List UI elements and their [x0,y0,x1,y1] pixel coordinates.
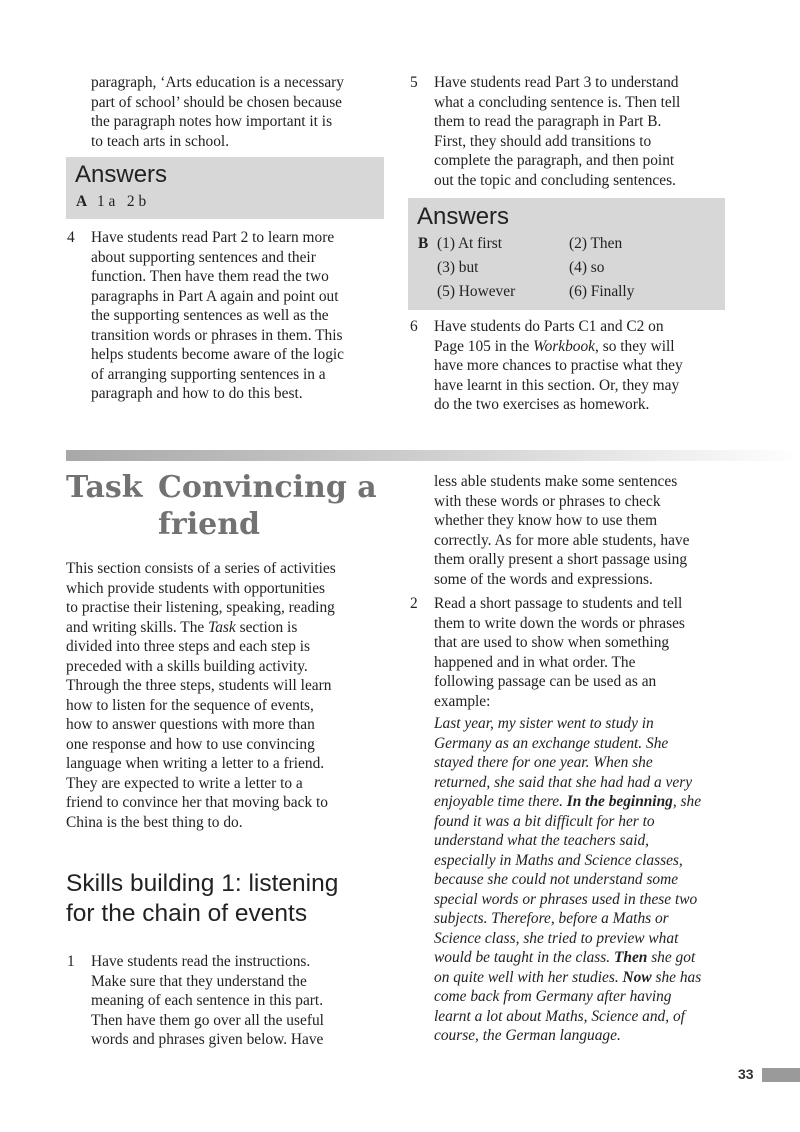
text-line: meaning of each sentence in this part. [91,992,324,1009]
text-line: to practise their listening, speaking, reading [66,599,335,616]
text-line: Have students read Part 2 to learn more [91,229,335,246]
text-line: Have students do Parts C1 and C2 on [434,318,664,335]
text-line: China is the best thing to do. [66,813,243,831]
skills-title-line1: Skills building 1: listening [66,870,339,897]
answers-label: B [418,235,429,252]
text-line [66,618,396,638]
text-line: because she could not understand some [434,871,679,888]
text-line: They are expected to write a letter to a [66,774,303,792]
text-line: of arranging supporting sentences in a [91,365,326,383]
text-line: understand what the teachers said, [434,832,650,849]
text-span: section is [235,618,298,636]
task-title-line1: Convincing a [158,470,377,505]
text-line: one response and how to use convincing [66,735,315,753]
text-line: happened and in what order. The [434,653,636,671]
text-span: she has [651,968,702,986]
intro-paragraph-continued [91,73,401,151]
item-number: 1 [67,953,75,970]
item-number: 6 [410,318,418,335]
text-line: preceded with a skills building activity. [66,657,308,675]
text-line: Science class, she tried to preview what [434,929,679,947]
text-line: following passage can be used as an [434,673,657,690]
text-line: especially in Maths and Science classes, [434,851,683,869]
text-line: how to listen for the sequence of events, [66,696,314,714]
answer-item: (3) but [437,259,479,276]
text-line: them to write down the words or phrases [434,614,685,632]
text-line: have more chances to practise what they [434,357,683,374]
item-1-continued [434,472,754,589]
text-span: , she [672,793,702,810]
text-line: Have students read Part 3 to understand [434,74,679,91]
text-line: special words or phrases used in these two [434,890,698,908]
text-line: divided into three steps and each step is [66,638,311,655]
text-line: out the topic and concluding sentences. [434,171,676,189]
text-line: them to read the paragraph in Part B. [434,113,662,130]
text-line: about supporting sentences and their [91,248,316,266]
item-4 [67,228,391,404]
text-line: correctly. As for more able students, have [434,531,690,549]
text-span: Page 105 in the [434,337,534,355]
text-line: less able students make some sentences [434,473,678,490]
task-italic: Task [208,618,236,636]
text-line: to teach arts in school. [91,132,230,150]
text-line: the paragraph notes how important it is [91,113,333,130]
text-line: Read a short passage to students and tell [434,595,683,612]
text-line: paragraphs in Part A again and point out [91,287,339,305]
text-line: First, they should add transitions to [434,132,652,150]
text-line: transition words or phrases in them. This [91,326,343,344]
text-line: how to answer questions with more than [66,716,315,733]
answer-item: (4) so [569,259,605,276]
text-line: returned, she said that she had had a very [434,773,693,791]
answer-item: (6) Finally [569,283,635,300]
page-number-bar [762,1068,800,1082]
item-1 [67,952,391,1050]
page-number: 33 [738,1066,754,1082]
text-line: This section consists of a series of activities [66,560,336,577]
text-span: she got [647,949,696,966]
text-line: subjects. Therefore, before a Maths or [434,910,669,927]
text-line: them orally present a short passage using [434,551,688,568]
text-span: enjoyable time there. [434,793,567,810]
section-divider [66,450,800,461]
text-line: course, the German language. [434,1027,621,1044]
text-line: complete the paragraph, and then point [434,152,675,169]
text-span: on quite well with her studies. [434,968,623,986]
item-5 [410,73,744,190]
bold-phrase: In the beginning [566,793,673,810]
answer-item: (5) However [437,283,516,300]
text-line: whether they know how to use them [434,512,658,529]
text-line: paragraph and how to do this best. [91,385,303,402]
text-line: Have students read the instructions. [91,953,311,970]
answer-item: (1) At first [437,235,502,252]
bold-phrase: Now [622,968,652,986]
text-line: Through the three steps, students will learn [66,677,332,694]
text-line: paragraph, ‘Arts education is a necessary [91,74,344,91]
text-line: Make sure that they understand the [91,972,307,990]
workbook-italic: Workbook [533,337,596,355]
skills-title-line2: for the chain of events [66,900,308,927]
text-span: would be taught in the class. [434,949,614,966]
text-line: part of school’ should be chosen because [91,93,343,111]
item-number: 2 [410,595,418,612]
text-line: some of the words and expressions. [434,570,653,588]
item-6 [410,317,744,415]
example-passage [434,714,754,1046]
answers-label: A [76,193,88,210]
text-line: with these words or phrases to check [434,492,661,510]
text-line [434,948,754,968]
item-number: 4 [67,229,75,246]
text-line: found it was a bit difficult for her to [434,812,655,830]
text-line: Last year, my sister went to study in [434,715,654,732]
item-number: 5 [410,74,418,91]
text-line: stayed there for one year. When she [434,754,653,771]
text-span: , so they will [595,337,675,355]
text-line: come back from Germany after having [434,988,672,1005]
text-line [434,968,754,988]
answers-line [76,192,146,211]
answers-heading: Answers [417,203,510,230]
answers-heading: Answers [75,161,168,188]
answer-item: (2) Then [569,235,623,252]
item-2 [410,594,754,711]
text-line [434,337,744,357]
text-line: example: [434,692,491,710]
bold-phrase: Then [613,949,648,966]
task-label: Task [66,470,143,505]
text-line: what a concluding sentence is. Then tell [434,93,681,111]
text-line: function. Then have them read the two [91,268,329,285]
answers-text: 1 a 2 b [96,193,147,210]
text-line: language when writing a letter to a friend. [66,755,325,772]
answers-box-b [408,198,725,310]
text-line: the supporting sentences as well as the [91,307,329,324]
text-line [434,792,754,812]
text-line: Then have them go over all the useful [91,1011,324,1029]
text-line: helps students become aware of the logic [91,346,345,363]
answers-box-a [66,157,384,219]
text-line: which provide students with opportunities [66,579,326,597]
task-intro [66,559,396,832]
text-line: that are used to show when something [434,634,670,651]
text-line: have learnt in this section. Or, they may [434,376,680,394]
text-span: and writing skills. The [66,618,209,636]
text-line: do the two exercises as homework. [434,396,650,413]
text-line: Germany as an exchange student. She [434,734,669,752]
task-title-line2: friend [158,507,260,542]
text-line: learnt a lot about Maths, Science and, of [434,1007,685,1025]
text-line: friend to convince her that moving back to [66,794,328,811]
text-line: words and phrases given below. Have [91,1031,324,1048]
